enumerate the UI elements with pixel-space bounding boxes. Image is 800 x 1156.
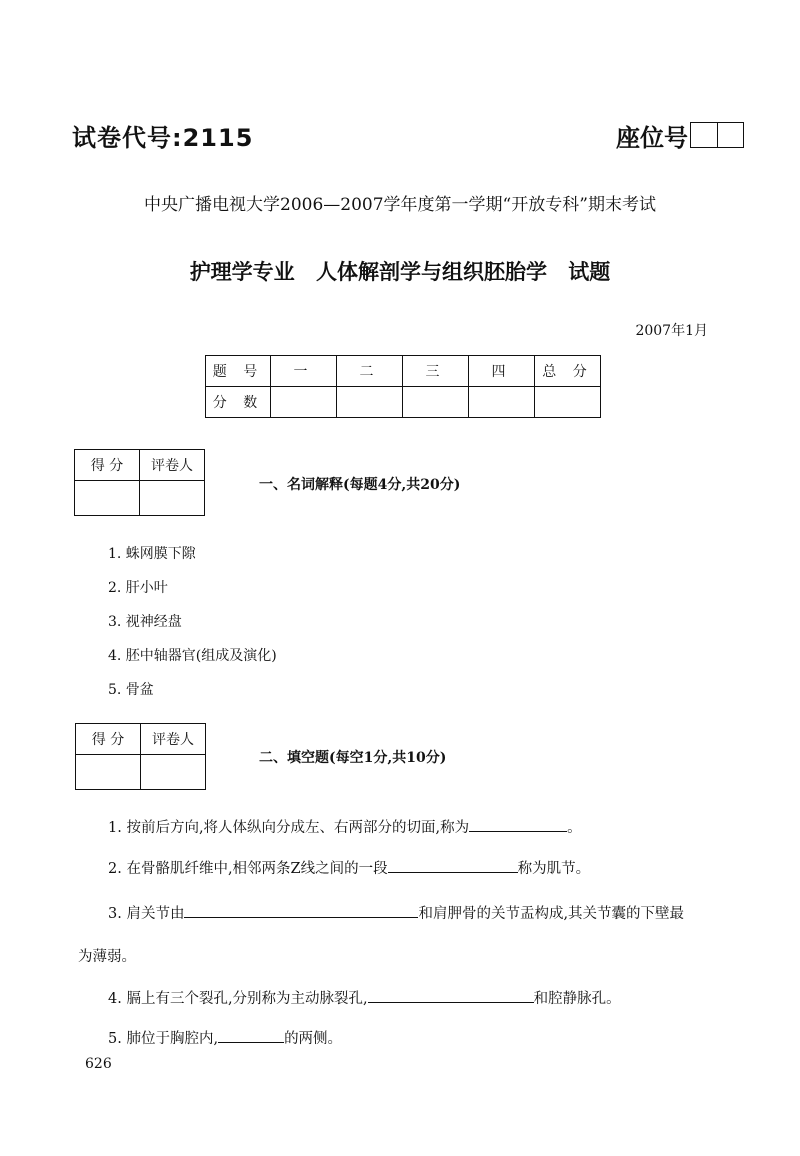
subject-title: 护理学专业 人体解剖学与组织胚胎学 试题 bbox=[189, 260, 611, 284]
grader-name-label: 评卷人 bbox=[141, 724, 206, 755]
grader-score-label: 得 分 bbox=[76, 724, 141, 755]
question-text: 4. 膈上有三个裂孔,分别称为主动脉裂孔, bbox=[108, 991, 368, 1007]
score-cell-q3: 三 bbox=[403, 356, 469, 387]
list-item: 1. 蛛网膜下隙 bbox=[108, 546, 196, 562]
seat-number-label: 座位号 bbox=[616, 124, 688, 152]
page-number: 626 bbox=[85, 1056, 112, 1072]
list-item: 3. 视神经盘 bbox=[108, 614, 182, 630]
question-text: 3. 肩关节由 bbox=[108, 906, 185, 922]
grader-score-cell[interactable] bbox=[75, 481, 140, 516]
answer-blank[interactable] bbox=[388, 858, 518, 873]
score-input-cell[interactable] bbox=[535, 387, 601, 418]
question-text: 2. 在骨骼肌纤维中,相邻两条Z线之间的一段 bbox=[108, 861, 388, 877]
list-item: 5. 骨盆 bbox=[108, 682, 154, 698]
question-text: 。 bbox=[567, 820, 582, 836]
grader-name-label: 评卷人 bbox=[140, 450, 205, 481]
score-cell-q4: 四 bbox=[469, 356, 535, 387]
question-2 bbox=[108, 857, 590, 878]
section2-title: 二、填空题(每空1分,共10分) bbox=[259, 750, 447, 766]
score-table-score-row bbox=[206, 387, 601, 418]
score-table-header-row bbox=[206, 356, 601, 387]
question-text: 5. 肺位于胸腔内, bbox=[108, 1031, 219, 1047]
grader-name-cell[interactable] bbox=[141, 755, 206, 790]
question-text: 和腔静脉孔。 bbox=[533, 991, 621, 1007]
grader-table-1 bbox=[74, 449, 205, 516]
question-text: 的两侧。 bbox=[284, 1031, 343, 1047]
score-cell-q2: 二 bbox=[337, 356, 403, 387]
question-3-continued: 为薄弱。 bbox=[78, 949, 136, 965]
question-5 bbox=[108, 1027, 342, 1048]
question-3 bbox=[108, 902, 684, 923]
answer-blank[interactable] bbox=[184, 903, 418, 918]
score-input-cell[interactable] bbox=[337, 387, 403, 418]
question-text: 1. 按前后方向,将人体纵向分成左、右两部分的切面,称为 bbox=[108, 820, 470, 836]
paper-code: 试卷代号:2115 bbox=[72, 124, 254, 152]
question-text: 称为肌节。 bbox=[517, 861, 591, 877]
question-text: 和肩胛骨的关节盂构成,其关节囊的下壁最 bbox=[418, 906, 685, 922]
grader-table-2 bbox=[75, 723, 206, 790]
score-table bbox=[205, 355, 601, 418]
question-4 bbox=[108, 987, 621, 1008]
grader-name-cell[interactable] bbox=[140, 481, 205, 516]
exam-title: 中央广播电视大学2006—2007学年度第一学期“开放专科”期末考试 bbox=[144, 195, 656, 215]
score-cell-label: 题 号 bbox=[206, 356, 271, 387]
grader-score-cell[interactable] bbox=[76, 755, 141, 790]
question-1 bbox=[108, 816, 582, 837]
score-cell-q1: 一 bbox=[271, 356, 337, 387]
list-item: 4. 胚中轴器官(组成及演化) bbox=[108, 648, 277, 664]
score-row-label: 分 数 bbox=[206, 387, 271, 418]
exam-date: 2007年1月 bbox=[635, 323, 708, 339]
answer-blank[interactable] bbox=[368, 988, 534, 1003]
score-input-cell[interactable] bbox=[403, 387, 469, 418]
answer-blank[interactable] bbox=[218, 1028, 284, 1043]
section1-title: 一、名词解释(每题4分,共20分) bbox=[259, 477, 461, 493]
score-input-cell[interactable] bbox=[271, 387, 337, 418]
score-input-cell[interactable] bbox=[469, 387, 535, 418]
list-item: 2. 肝小叶 bbox=[108, 580, 168, 596]
seat-number-box[interactable] bbox=[690, 122, 744, 148]
answer-blank[interactable] bbox=[469, 817, 567, 832]
score-cell-total: 总 分 bbox=[535, 356, 601, 387]
grader-score-label: 得 分 bbox=[75, 450, 140, 481]
